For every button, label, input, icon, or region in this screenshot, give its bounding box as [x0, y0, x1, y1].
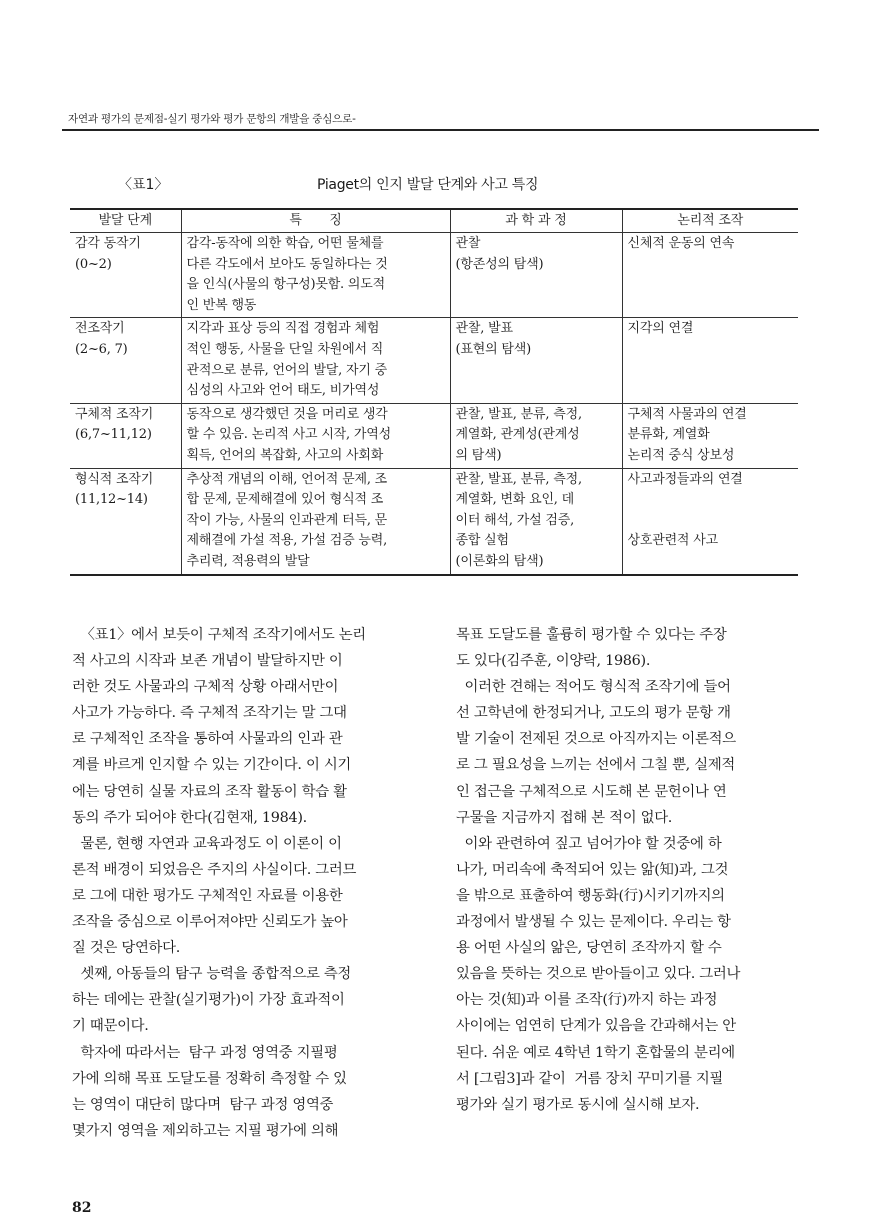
cell-line: 이터 해석, 가설 검증, [455, 512, 575, 528]
running-head: 자연과 평가의 문제점-실기 평가와 평가 문항의 개발을 중심으로- [68, 113, 356, 125]
cell-line: 사고과정들과의 연결 [627, 471, 743, 487]
paragraph-line: 학자에 따라서는 탐구 과정 영역중 지필평 [72, 1044, 338, 1061]
paragraph-line: 목표 도달도를 훌륭히 평가할 수 있다는 주장 [456, 627, 727, 643]
cell-features [181, 318, 450, 403]
page-number: 82 [72, 1200, 92, 1216]
header-process: 과 학 과 정 [450, 209, 622, 233]
cell-line: 관찰, 발표, 분류, 측정, [455, 471, 582, 487]
cell-features [181, 403, 450, 468]
table-row [70, 318, 798, 403]
cell-line: 다른 각도에서 보아도 동일하다는 것 [186, 256, 388, 272]
paragraph-line: 계를 바르게 인지할 수 있는 기간이다. 이 시기 [72, 757, 352, 774]
cell-line: 인 반복 행동 [186, 297, 257, 313]
paragraph-line: 서 [그림3]과 같이 거름 장치 꾸미기를 지필 [456, 1070, 724, 1087]
paragraph-line: 구물을 지금까지 접해 본 적이 없다. [456, 809, 673, 826]
paragraph-line: 이와 관련하여 짚고 넘어가야 할 것중에 하 [456, 835, 722, 852]
cell-process [450, 233, 622, 318]
paragraph-line: 사고가 가능하다. 즉 구체적 조작기는 말 그대 [72, 705, 347, 722]
paragraph-line: 몇가지 영역을 제외하고는 지필 평가에 의해 [72, 1122, 339, 1139]
paragraph-line: 셋째, 아동들의 탐구 능력을 종합적으로 측정 [72, 966, 352, 983]
paragraph-line: 을 밖으로 표출하여 행동화(行)시키기까지의 [456, 887, 725, 904]
cell-line: 관적으로 분류, 언어의 발달, 자기 중 [186, 362, 388, 378]
cell-line: 상호관련적 사고 [627, 533, 718, 549]
cell-stage [70, 318, 181, 403]
paragraph-line: 로 그에 대한 평가도 구체적인 자료를 이용한 [72, 887, 343, 904]
paragraph-line: 사이에는 엄연히 단계가 있음을 간과해서는 안 [456, 1018, 736, 1035]
cell-line: 을 인식(사물의 항구성)못함. 의도적 [186, 277, 385, 293]
cell-line [628, 511, 795, 532]
body-column-right [456, 622, 804, 1118]
header-features: 특 징 [181, 209, 450, 233]
paragraph-line: 조작을 중심으로 이루어져야만 신뢰도가 높아 [72, 914, 348, 931]
cell-line: 지각과 표상 등의 직접 경험과 체험 [186, 321, 380, 337]
header-logic: 논리적 조작 [622, 209, 798, 233]
cell-line: 의 탐색) [455, 447, 502, 463]
paragraph-line: 질 것은 당연하다. [72, 940, 181, 957]
paragraph-line: 〈표1〉에서 보듯이 구체적 조작기에서도 논리 [72, 627, 366, 643]
cell-line: 획득, 언어의 복잡화, 사고의 사회화 [186, 447, 384, 463]
table-row [70, 233, 798, 318]
header-stage: 발달 단계 [70, 209, 181, 233]
paragraph-line: 물론, 현행 자연과 교육과정도 이 이론이 이 [72, 835, 342, 852]
cell-line: 관찰 [455, 236, 481, 251]
paragraph-line: 용 어떤 사실의 앎은, 당연히 조작까지 할 수 [456, 940, 722, 957]
cell-line: (항존성의 탐색) [455, 256, 544, 272]
cell-line: (11,12~14) [75, 492, 148, 508]
paragraph-line: 기 때문이다. [72, 1018, 149, 1035]
paragraph-line: 적 사고의 시작과 보존 개념이 발달하지만 이 [72, 653, 343, 670]
cell-line: 할 수 있음. 논리적 사고 시작, 가역성 [186, 427, 391, 443]
cell-line: 감각 동작기 [75, 236, 141, 251]
cell-line: 추상적 개념의 이해, 언어적 문제, 조 [186, 471, 388, 487]
cell-process [450, 318, 622, 403]
cell-logic [622, 468, 798, 574]
paragraph-line: 평가와 실기 평가로 동시에 실시해 보자. [456, 1096, 700, 1113]
table-header-row [70, 209, 798, 233]
cell-line: 논리적 중식 상보성 [627, 447, 735, 463]
paragraph-line: 있음을 뜻하는 것으로 받아들이고 있다. 그러나 [456, 966, 741, 983]
paragraph-line: 나가, 머리속에 축적되어 있는 앎(知)과, 그것 [456, 861, 729, 878]
paragraph-line: 러한 것도 사물과의 구체적 상황 아래서만이 [72, 679, 339, 696]
paragraph-line: 는 영역이 대단히 많다며 탐구 과정 영역중 [72, 1096, 334, 1113]
cell-process [450, 468, 622, 574]
cell-line: 합 문제, 문제해결에 있어 형식적 조 [186, 492, 384, 508]
cell-line: (2~6, 7) [75, 341, 128, 357]
cell-line: 관찰, 발표, 분류, 측정, [455, 406, 582, 422]
cell-line: 계열화, 관계성(관계성 [455, 427, 580, 443]
cell-line: 감각-동작에 의한 학습, 어떤 물체를 [186, 236, 384, 251]
paragraph-line: 로 그 필요성을 느끼는 선에서 그칠 뿐, 실제적 [456, 757, 736, 774]
cell-line: 지각의 연결 [627, 321, 694, 337]
piaget-stage-table [70, 208, 798, 576]
cell-line: (이론화의 탐색) [455, 553, 544, 569]
cell-line: 구체적 조작기 [75, 406, 154, 422]
cell-process [450, 403, 622, 468]
cell-line: 종합 실험 [455, 533, 509, 549]
cell-line: 추리력, 적용력의 발달 [186, 553, 310, 569]
cell-line: 전조작기 [75, 321, 125, 337]
cell-line: 신체적 운동의 연속 [627, 236, 735, 251]
paragraph-line: 도 있다(김주훈, 이양락, 1986). [456, 653, 651, 670]
paragraph-line: 선 고학년에 한정되거나, 고도의 평가 문항 개 [456, 705, 731, 722]
cell-line: 형식적 조작기 [75, 471, 154, 487]
paragraph-line: 발 기술이 전제된 것으로 아직까지는 이론적으 [456, 731, 736, 748]
cell-line: (6,7~11,12) [75, 427, 152, 443]
cell-logic [622, 318, 798, 403]
paragraph-line: 이러한 견해는 적어도 형식적 조작기에 들어 [456, 679, 731, 696]
table-row [70, 403, 798, 468]
paragraph-line: 하는 데에는 관찰(실기평가)이 가장 효과적이 [72, 992, 345, 1009]
cell-stage [70, 403, 181, 468]
cell-features [181, 468, 450, 574]
paragraph-line: 동의 주가 되어야 한다(김현재, 1984). [72, 809, 307, 826]
cell-logic [622, 403, 798, 468]
table-row [70, 468, 798, 574]
paragraph-line: 과정에서 발생될 수 있는 문제이다. 우리는 항 [456, 914, 731, 931]
paragraph-line: 론적 배경이 되었음은 주지의 사실이다. 그러므 [72, 861, 357, 878]
cell-line: (표현의 탐색) [455, 341, 531, 357]
paragraph-line: 에는 당연히 실물 자료의 조작 활동이 학습 활 [72, 783, 347, 800]
paragraph-line: 된다. 쉬운 예로 4학년 1학기 혼합물의 분리에 [456, 1044, 735, 1061]
cell-line: 작이 가능, 사물의 인과관계 터득, 문 [186, 512, 388, 528]
cell-line: 적인 행동, 사물을 단일 차원에서 직 [186, 341, 384, 357]
header-rule [62, 129, 819, 131]
cell-line: 계열화, 변화 요인, 데 [455, 492, 575, 508]
paragraph-line: 인 접근을 구체적으로 시도해 본 문헌이나 연 [456, 783, 727, 800]
cell-stage [70, 468, 181, 574]
table-label: 〈표1〉 [118, 177, 169, 193]
cell-line: 동작으로 생각했던 것을 머리로 생각 [186, 406, 388, 422]
cell-line: 제해결에 가설 적용, 가설 검증 능력, [186, 533, 388, 549]
cell-line: 분류화, 계열화 [627, 427, 710, 443]
cell-line: (0~2) [75, 256, 112, 272]
paragraph-line: 아는 것(知)과 이를 조작(行)까지 하는 과정 [456, 992, 718, 1009]
cell-line: 심성의 사고와 언어 태도, 비가역성 [186, 383, 380, 399]
cell-features [181, 233, 450, 318]
cell-line: 구체적 사물과의 연결 [627, 406, 747, 422]
cell-line: 관찰, 발표 [455, 321, 513, 337]
paragraph-line: 로 구체적인 조작을 통하여 사물과의 인과 관 [72, 731, 343, 748]
paragraph-line: 가에 의해 목표 도달도를 정확히 측정할 수 있 [72, 1070, 347, 1087]
cell-line [628, 490, 795, 511]
cell-stage [70, 233, 181, 318]
table-title: Piaget의 인지 발달 단계와 사고 특징 [317, 177, 539, 193]
body-column-left [72, 622, 420, 1144]
cell-logic [622, 233, 798, 318]
